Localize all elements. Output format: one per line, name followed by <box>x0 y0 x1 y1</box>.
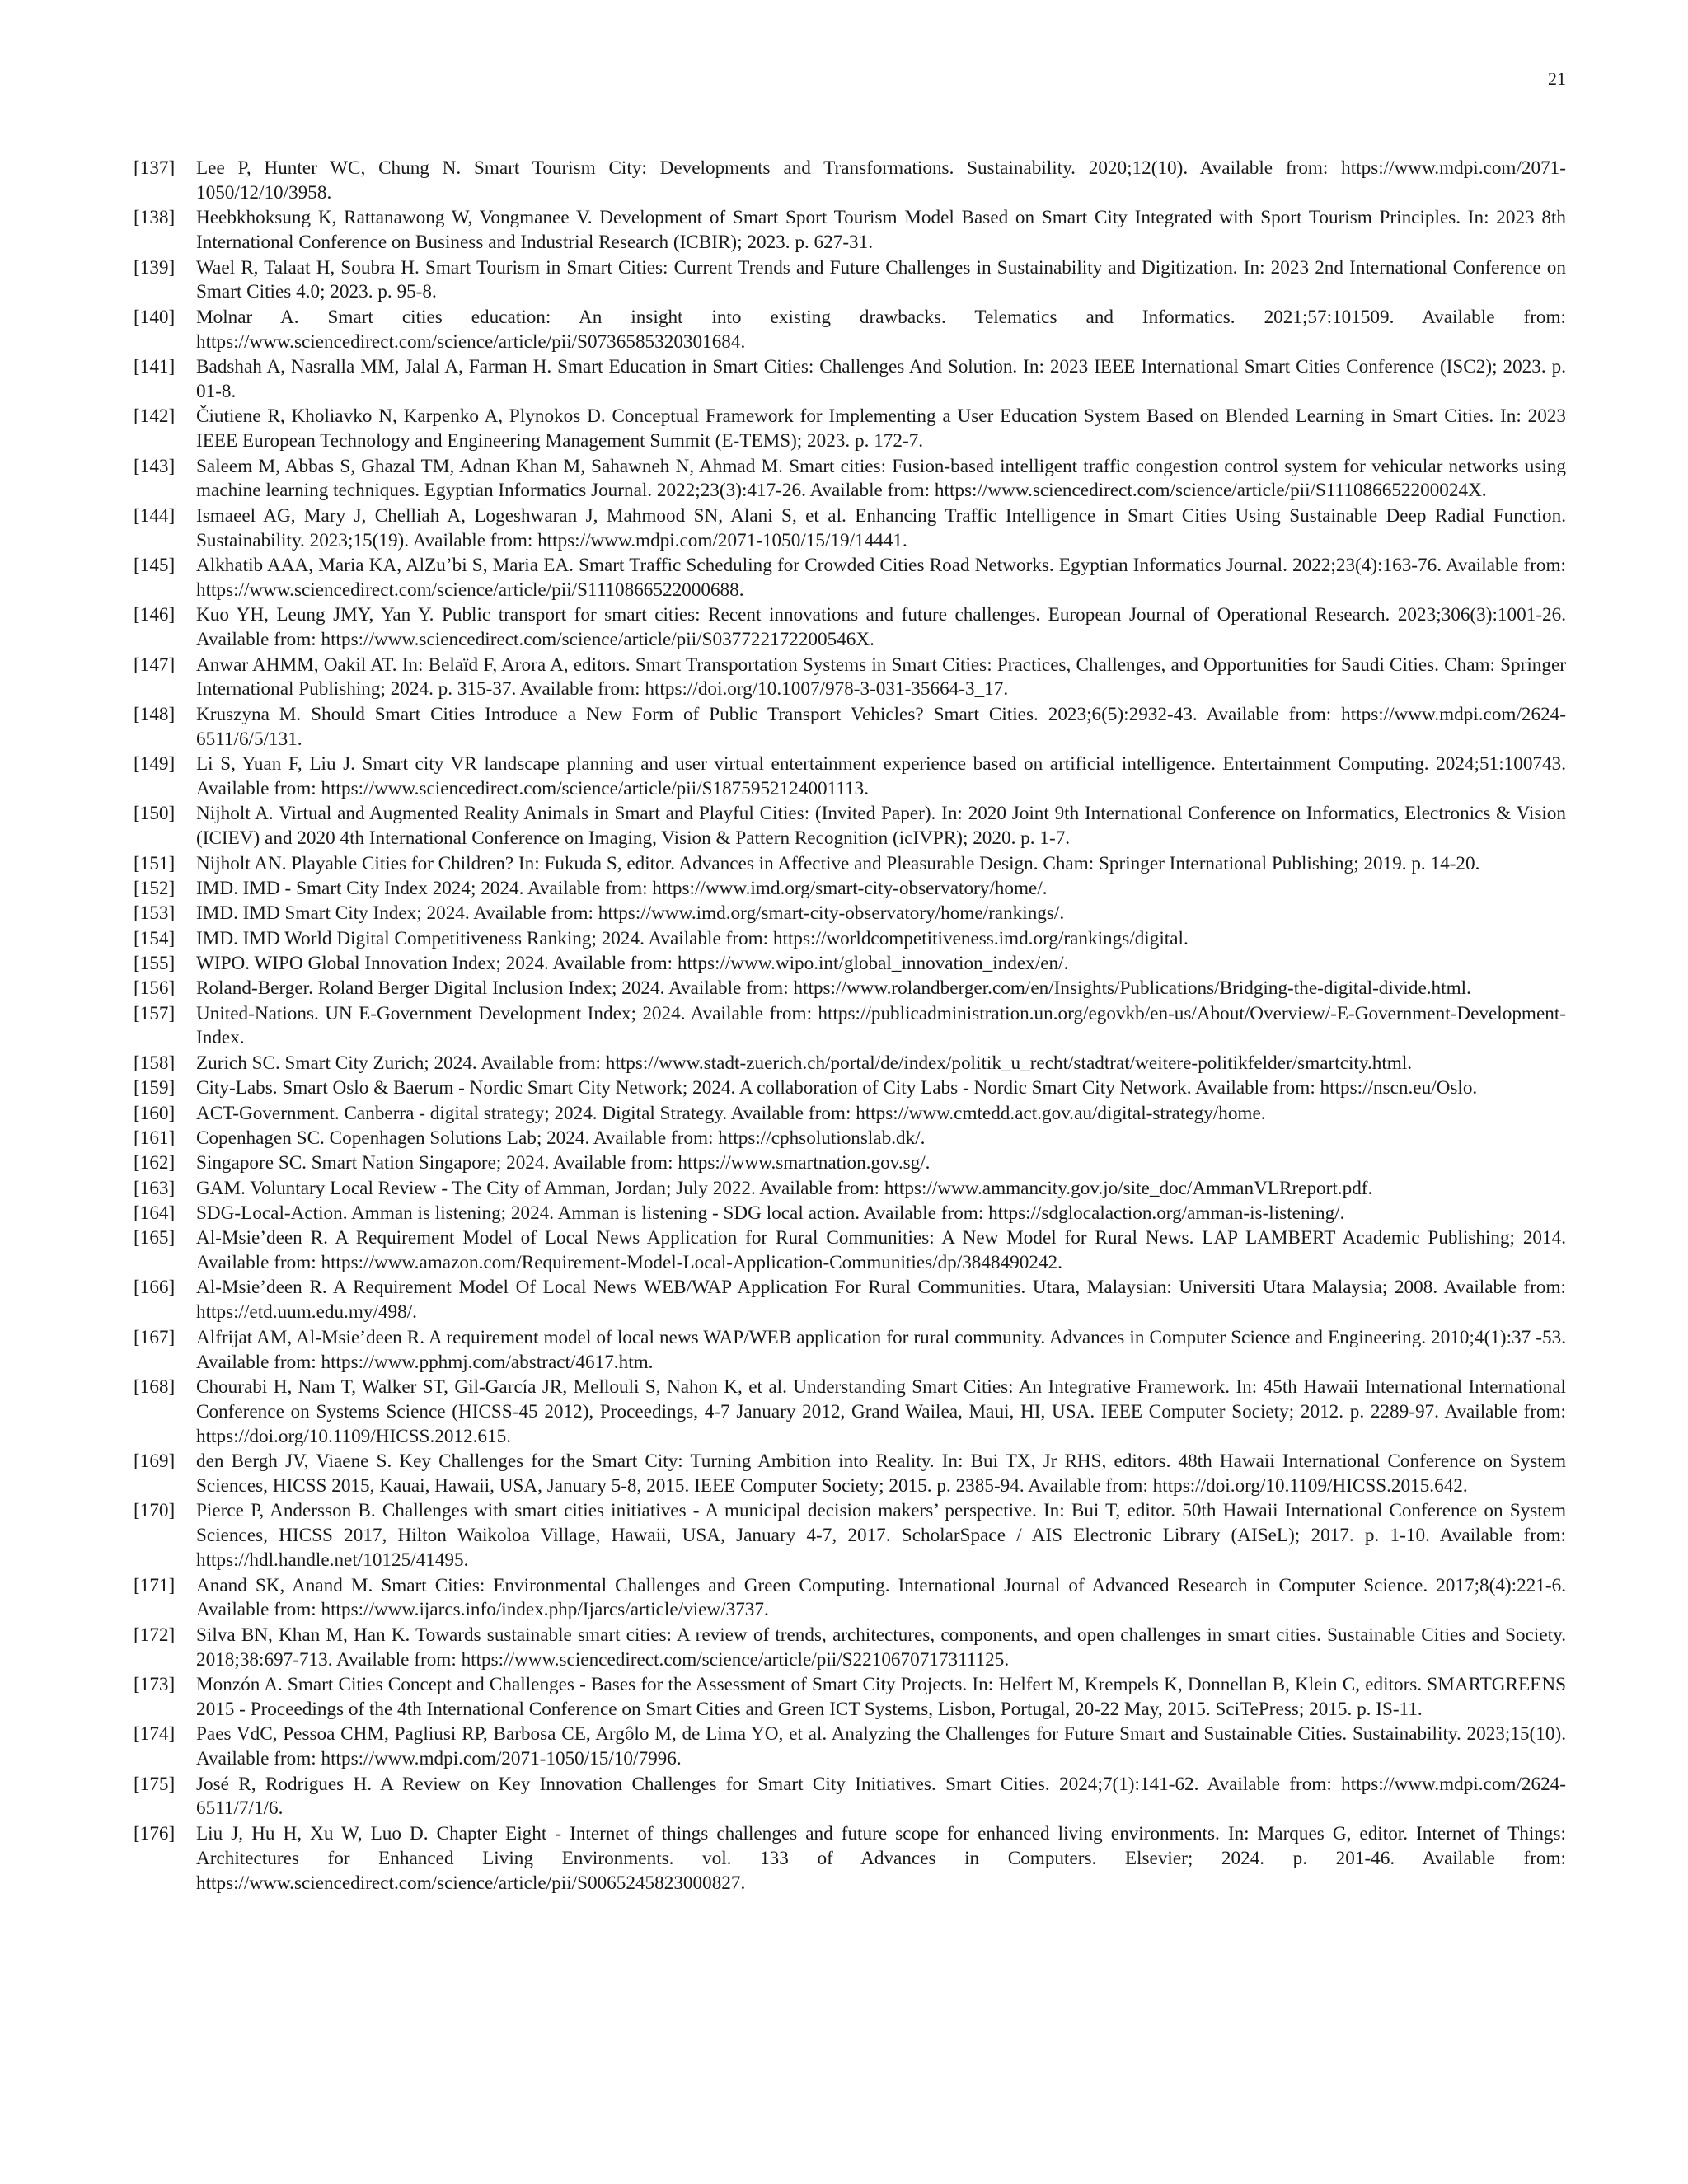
reference-item <box>134 1722 1566 1772</box>
reference-text: GAM. Voluntary Local Review - The City of Amman, Jordan; July 2022. Available from: https://www.ammancity.gov.jo/site_doc/AmmanVLRreport.pdf. <box>196 1177 1373 1199</box>
reference-number: [152] <box>134 877 176 899</box>
reference-text: Badshah A, Nasralla MM, Jalal A, Farman H. Smart Education in Smart Cities: Challenges And Solution. In: 2023 IEEE International Smart Cities Conference (ISC2); 2023. p. 01-8. <box>196 356 1566 402</box>
reference-number: [146] <box>134 604 176 626</box>
reference-number: [155] <box>134 952 176 974</box>
reference-number: [148] <box>134 703 176 725</box>
reference-item <box>134 654 1566 703</box>
reference-item <box>134 1177 1566 1202</box>
reference-number: [166] <box>134 1277 176 1299</box>
reference-item <box>134 455 1566 504</box>
reference-number: [165] <box>134 1227 176 1249</box>
reference-text: Anand SK, Anand M. Smart Cities: Environmental Challenges and Green Computing. International Journal of Advanced Research in Computer Science. 2017;8(4):221-6. Available from: https://www.ijarcs.info/index.php/Ijarcs/article/view/3737. <box>196 1574 1566 1621</box>
reference-text: Alkhatib AAA, Maria KA, AlZu’bi S, Maria EA. Smart Traffic Scheduling for Crowded Cities Road Networks. Egyptian Informatics Journal. 2022;23(4):163-76. Available from: https://www.sciencedirect.com/science/article/pii/S1110866522000688. <box>196 555 1566 601</box>
reference-item <box>134 802 1566 851</box>
reference-text: Singapore SC. Smart Nation Singapore; 2024. Available from: https://www.smartnation.gov.sg/. <box>196 1152 931 1174</box>
reference-item <box>134 1673 1566 1722</box>
reference-item <box>134 1499 1566 1573</box>
reference-number: [142] <box>134 405 176 428</box>
reference-text: Alfrijat AM, Al-Msie’deen R. A requirement model of local news WAP/WEB application for rural community. Advances in Computer Science and Engineering. 2010;4(1):37 -53. Available from: https://www.pphmj.com/abstract/4617.htm. <box>196 1326 1566 1373</box>
reference-text: Li S, Yuan F, Liu J. Smart city VR landscape planning and user virtual entertainment experience based on artificial intelligence. Entertainment Computing. 2024;51:100743. Available from: https://www.sciencedirect.com/science/article/pii/S1875952124001113. <box>196 753 1566 799</box>
reference-item <box>134 504 1566 554</box>
reference-number: [141] <box>134 356 176 377</box>
reference-number: [151] <box>134 852 176 874</box>
reference-number: [144] <box>134 504 176 527</box>
reference-number: [169] <box>134 1451 176 1473</box>
reference-text: ACT-Government. Canberra - digital strategy; 2024. Digital Strategy. Available from: https://www.cmtedd.act.gov.au/digital-strategy/home. <box>196 1102 1266 1124</box>
reference-item <box>134 1574 1566 1624</box>
reference-item <box>134 1326 1566 1376</box>
reference-number: [140] <box>134 306 176 328</box>
reference-number: [159] <box>134 1077 176 1099</box>
reference-number: [173] <box>134 1674 176 1696</box>
reference-number: [149] <box>134 753 176 775</box>
reference-text: Saleem M, Abbas S, Ghazal TM, Adnan Khan M, Sahawneh N, Ahmad M. Smart cities: Fusion-based intelligent traffic congestion control system for vehicular networks using machine learning techniques. Egyptian Informatics Journal. 2022;23(3):417-26. Available from: https://www.sciencedirect.com/science/article/pii/S111086652200024X. <box>196 455 1566 502</box>
reference-number: [162] <box>134 1152 176 1174</box>
reference-number: [163] <box>134 1177 176 1199</box>
reference-text: Paes VdC, Pessoa CHM, Pagliusi RP, Barbosa CE, Argôlo M, de Lima YO, et al. Analyzing the Challenges for Future Smart and Sustainable Cities. Sustainability. 2023;15(10). Available from: https://www.mdpi.com/2071-1050/15/10/7996. <box>196 1723 1566 1770</box>
reference-text: IMD. IMD World Digital Competitiveness Ranking; 2024. Available from: https://worldcompetitiveness.imd.org/rankings/digital. <box>196 927 1189 949</box>
reference-number: [143] <box>134 455 176 477</box>
reference-text: Al-Msie’deen R. A Requirement Model Of Local News WEB/WAP Application For Rural Communities. Utara, Malaysian: Universiti Utara Malaysia; 2008. Available from: https://etd.uum.edu.my/498/. <box>196 1277 1566 1324</box>
reference-number: [176] <box>134 1822 176 1844</box>
reference-text: Al-Msie’deen R. A Requirement Model of Local News Application for Rural Communities: A New Model for Rural News. LAP LAMBERT Academic Publishing; 2014. Available from: https://www.amazon.com/Requirement-Model-Local-Application-Communities/dp/3848490242. <box>196 1227 1566 1274</box>
reference-text: Kuo YH, Leung JMY, Yan Y. Public transport for smart cities: Recent innovations and future challenges. European Journal of Operational Research. 2023;306(3):1001-26. Available from: https://www.sciencedirect.com/science/article/pii/S037722172200546X. <box>196 604 1566 651</box>
reference-number: [153] <box>134 902 176 925</box>
reference-item <box>134 1450 1566 1499</box>
reference-text: den Bergh JV, Viaene S. Key Challenges for the Smart City: Turning Ambition into Reality. In: Bui TX, Jr RHS, editors. 48th Hawaii International Conference on System Sciences, HICSS 2015, Kauai, Hawaii, USA, January 5-8, 2015. IEEE Computer Society; 2015. p. 2385-94. Available from: https://doi.org/10.1109/HICSS.2015.642. <box>196 1451 1566 1497</box>
reference-text: Wael R, Talaat H, Soubra H. Smart Tourism in Smart Cities: Current Trends and Future Challenges in Sustainability and Digitization. In: 2023 2nd International Conference on Smart Cities 4.0; 2023. p. 95-8. <box>196 256 1566 303</box>
reference-text: Zurich SC. Smart City Zurich; 2024. Available from: https://www.stadt-zuerich.ch/portal/de/index/politik_u_recht/stadtrat/weitere-politikfelder/smartcity.html. <box>196 1052 1413 1074</box>
reference-item <box>134 603 1566 653</box>
reference-number: [157] <box>134 1002 176 1024</box>
reference-item <box>134 1624 1566 1673</box>
reference-text: Monzón A. Smart Cities Concept and Challenges - Bases for the Assessment of Smart City Projects. In: Helfert M, Krempels K, Donnellan B, Klein C, editors. SMARTGREENS 2015 - Proceedings of the 4th International Conference on Smart Cities and Green ICT Systems, Lisbon, Portugal, 20-22 May, 2015. SciTePress; 2015. p. IS-11. <box>196 1674 1566 1720</box>
reference-number: [171] <box>134 1574 176 1596</box>
reference-item <box>134 1376 1566 1450</box>
reference-number: [164] <box>134 1202 176 1224</box>
reference-item <box>134 1822 1566 1896</box>
reference-item <box>134 306 1566 355</box>
reference-text: Roland-Berger. Roland Berger Digital Inclusion Index; 2024. Available from: https://www.rolandberger.com/en/Insights/Publications/Bridging-the-digital-divide.html. <box>196 977 1471 1000</box>
reference-item <box>134 1276 1566 1325</box>
reference-number: [168] <box>134 1376 176 1398</box>
reference-text: SDG-Local-Action. Amman is listening; 2024. Amman is listening - SDG local action. Available from: https://sdglocalaction.org/amman-is-listening/. <box>196 1202 1345 1224</box>
reference-list <box>134 157 1566 1896</box>
reference-item <box>134 952 1566 977</box>
reference-item <box>134 852 1566 877</box>
reference-item <box>134 1202 1566 1226</box>
reference-item <box>134 157 1566 206</box>
reference-text: Copenhagen SC. Copenhagen Solutions Lab; 2024. Available from: https://cphsolutionslab.dk/. <box>196 1127 926 1149</box>
reference-number: [175] <box>134 1773 176 1795</box>
reference-text: IMD. IMD - Smart City Index 2024; 2024. Available from: https://www.imd.org/smart-city-observatory/home/. <box>196 877 1048 899</box>
reference-text: Pierce P, Andersson B. Challenges with smart cities initiatives - A municipal decision makers’ perspective. In: Bui T, editor. 50th Hawaii International Conference on System Sciences, HICSS 2017, Hilton Waikoloa Village, Hawaii, USA, January 4-7, 2017. ScholarSpace / AIS Electronic Library (AISeL); 2017. p. 1-10. Available from: https://hdl.handle.net/10125/41495. <box>196 1500 1566 1572</box>
reference-text: City-Labs. Smart Oslo & Baerum - Nordic Smart City Network; 2024. A collaboration of City Labs - Nordic Smart City Network. Available from: https://nscn.eu/Oslo. <box>196 1077 1478 1099</box>
reference-number: [147] <box>134 654 176 676</box>
reference-number: [138] <box>134 207 176 229</box>
reference-text: Lee P, Hunter WC, Chung N. Smart Tourism City: Developments and Transformations. Sustainability. 2020;12(10). Available from: https://www.mdpi.com/2071-1050/12/10/3958. <box>196 157 1566 204</box>
reference-number: [145] <box>134 555 176 576</box>
reference-item <box>134 256 1566 306</box>
reference-text: WIPO. WIPO Global Innovation Index; 2024. Available from: https://www.wipo.int/global_innovation_index/en/. <box>196 952 1069 974</box>
reference-item <box>134 977 1566 1001</box>
reference-item <box>134 1002 1566 1052</box>
reference-text: Chourabi H, Nam T, Walker ST, Gil-García JR, Mellouli S, Nahon K, et al. Understanding Smart Cities: An Integrative Framework. In: 45th Hawaii International International Conference on Systems Science (HICSS-45 2012), Proceedings, 4-7 January 2012, Grand Wailea, Maui, HI, USA. IEEE Computer Society; 2012. p. 2289-97. Available from: https://doi.org/10.1109/HICSS.2012.615. <box>196 1376 1566 1447</box>
reference-item <box>134 902 1566 926</box>
reference-text: United-Nations. UN E-Government Development Index; 2024. Available from: https://publicadministration.un.org/egovkb/en-us/About/Overview/-E-Government-Development-Index. <box>196 1002 1566 1049</box>
reference-item <box>134 554 1566 603</box>
reference-item <box>134 703 1566 752</box>
reference-number: [174] <box>134 1723 176 1746</box>
reference-number: [160] <box>134 1102 176 1124</box>
reference-item <box>134 752 1566 802</box>
reference-text: José R, Rodrigues H. A Review on Key Innovation Challenges for Smart City Initiatives. Smart Cities. 2024;7(1):141-62. Available from: https://www.mdpi.com/2624-6511/7/1/6. <box>196 1773 1566 1820</box>
reference-number: [172] <box>134 1624 176 1646</box>
reference-item <box>134 1226 1566 1276</box>
reference-item <box>134 405 1566 454</box>
reference-text: Heebkhoksung K, Rattanawong W, Vongmanee V. Development of Smart Sport Tourism Model Based on Smart City Integrated with Sport Tourism Principles. In: 2023 8th International Conference on Business and Industrial Research (ICBIR); 2023. p. 627-31. <box>196 207 1566 254</box>
reference-text: Anwar AHMM, Oakil AT. In: Belaïd F, Arora A, editors. Smart Transportation Systems in Smart Cities: Practices, Challenges, and Opportunities for Saudi Cities. Cham: Springer International Publishing; 2024. p. 315-37. Available from: https://doi.org/10.1007/978-3-031-35664-3_17. <box>196 654 1566 701</box>
reference-text: Nijholt AN. Playable Cities for Children? In: Fukuda S, editor. Advances in Affective and Pleasurable Design. Cham: Springer International Publishing; 2019. p. 14-20. <box>196 852 1480 874</box>
reference-item <box>134 355 1566 405</box>
reference-number: [156] <box>134 977 176 1000</box>
reference-number: [139] <box>134 256 176 279</box>
reference-number: [167] <box>134 1326 176 1348</box>
reference-text: Ismaeel AG, Mary J, Chelliah A, Logeshwaran J, Mahmood SN, Alani S, et al. Enhancing Traffic Intelligence in Smart Cities Using Sustainable Deep Radial Function. Sustainability. 2023;15(19). Available from: https://www.mdpi.com/2071-1050/15/19/14441. <box>196 504 1566 551</box>
reference-item <box>134 1102 1566 1127</box>
reference-item <box>134 1151 1566 1176</box>
reference-text: Nijholt A. Virtual and Augmented Reality Animals in Smart and Playful Cities: (Invited Paper). In: 2020 Joint 9th International Conference on Informatics, Electronics & Vision (ICIEV) and 2020 4th International Conference on Imaging, Vision & Pattern Recognition (icIVPR); 2020. p. 1-7. <box>196 803 1566 850</box>
reference-number: [161] <box>134 1127 176 1149</box>
reference-number: [137] <box>134 157 176 179</box>
reference-number: [150] <box>134 803 176 825</box>
reference-text: Liu J, Hu H, Xu W, Luo D. Chapter Eight - Internet of things challenges and future scope for enhanced living environments. In: Marques G, editor. Internet of Things: Architectures for Enhanced Living Environments. vol. 133 of Advances in Computers. Elsevier; 2024. p. 201-46. Available from: https://www.sciencedirect.com/science/article/pii/S0065245823000827. <box>196 1822 1566 1894</box>
reference-item <box>134 1773 1566 1822</box>
reference-number: [154] <box>134 927 176 949</box>
reference-text: Molnar A. Smart cities education: An insight into existing drawbacks. Telematics and Informatics. 2021;57:101509. Available from: https://www.sciencedirect.com/science/article/pii/S0736585320301684. <box>196 306 1566 353</box>
reference-item <box>134 1052 1566 1076</box>
reference-text: IMD. IMD Smart City Index; 2024. Available from: https://www.imd.org/smart-city-observatory/home/rankings/. <box>196 902 1065 925</box>
reference-text: Silva BN, Khan M, Han K. Towards sustainable smart cities: A review of trends, architectures, components, and open challenges in smart cities. Sustainable Cities and Society. 2018;38:697-713. Available from: https://www.sciencedirect.com/science/article/pii/S2210670717311125. <box>196 1624 1566 1671</box>
reference-item <box>134 1127 1566 1151</box>
reference-number: [170] <box>134 1500 176 1522</box>
page-number: 21 <box>1548 68 1566 89</box>
reference-number: [158] <box>134 1052 176 1074</box>
reference-text: Čiutiene R, Kholiavko N, Karpenko A, Plynokos D. Conceptual Framework for Implementing a User Education System Based on Blended Learning in Smart Cities. In: 2023 IEEE European Technology and Engineering Management Summit (E-TEMS); 2023. p. 172-7. <box>196 405 1566 452</box>
reference-item <box>134 1076 1566 1101</box>
reference-item <box>134 927 1566 952</box>
reference-item <box>134 877 1566 902</box>
reference-item <box>134 206 1566 255</box>
reference-text: Kruszyna M. Should Smart Cities Introduce a New Form of Public Transport Vehicles? Smart Cities. 2023;6(5):2932-43. Available from: https://www.mdpi.com/2624-6511/6/5/131. <box>196 703 1566 750</box>
